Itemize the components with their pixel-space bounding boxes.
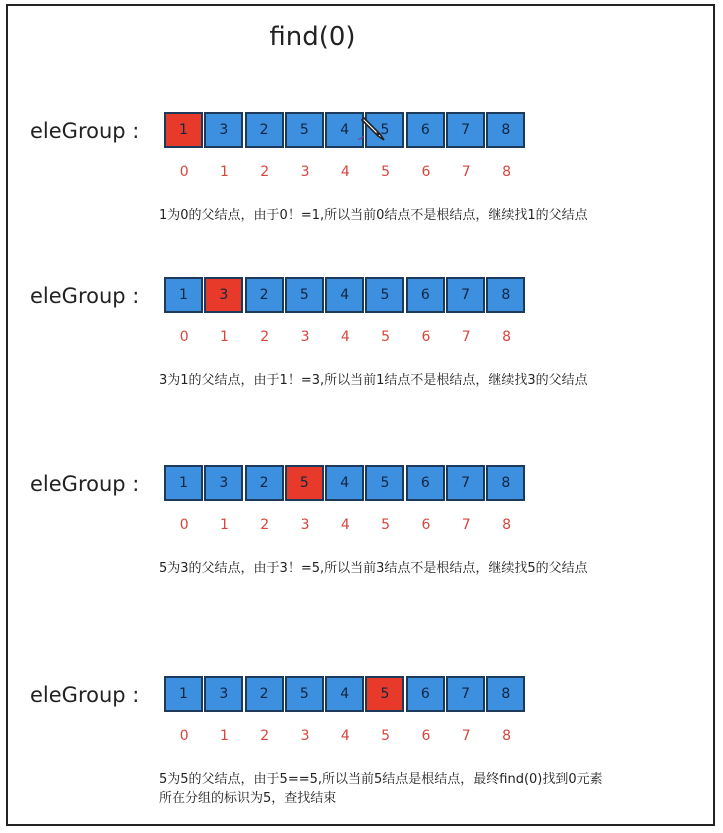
diagram-title: find(0) [269,22,356,52]
index-label: 0 [179,517,189,533]
step-explanation: 5为3的父结点，由于3！=5,所以当前3结点不是根结点，继续找5的父结点 [159,561,588,576]
array-label: eleGroup : [30,683,140,707]
array-cell: 3 [204,112,243,148]
array-cell: 5 [285,277,324,313]
index-label: 3 [300,517,310,533]
array-cell: 1 [164,676,203,712]
array-label: eleGroup : [30,284,140,308]
array-cell: 7 [446,676,485,712]
index-label: 7 [461,728,471,744]
array-cell: 5 [285,676,324,712]
step-explanation: 5为5的父结点，由于5==5,所以当前5结点是根结点，最终find(0)找到0元素 所在分组的标识为5，查找结束 [159,772,603,806]
index-label: 2 [260,164,270,180]
index-label: 3 [300,164,310,180]
index-label: 8 [502,728,511,744]
array-cell: 5 [285,112,324,148]
array-label: eleGroup : [30,472,140,496]
array-cell: 8 [486,465,525,501]
index-label: 7 [461,517,471,533]
index-label: 4 [340,329,350,345]
array-cell: 1 [164,465,203,501]
array-cells [164,465,527,501]
array-cell: 2 [245,112,284,148]
array-cell: 8 [486,676,525,712]
index-label: 5 [381,329,391,345]
pencil-cursor-icon [358,114,388,144]
step-explanation: 1为0的父结点，由于0！=1,所以当前0结点不是根结点，继续找1的父结点 [159,208,588,223]
array-cell: 4 [325,112,364,148]
array-cell: 7 [446,277,485,313]
array-cells [164,676,527,712]
index-label: 6 [421,164,431,180]
diagram-frame [6,4,715,826]
index-label: 2 [260,329,270,345]
index-label: 8 [502,329,511,345]
array-cell: 4 [325,277,364,313]
index-label: 4 [340,164,350,180]
index-row [164,728,527,744]
array-cell: 2 [245,277,284,313]
index-label: 6 [421,728,431,744]
index-label: 5 [381,164,391,180]
index-row [164,329,527,345]
index-label: 6 [421,517,431,533]
array-cell: 2 [245,676,284,712]
array-cell: 6 [406,277,445,313]
index-label: 3 [300,329,310,345]
array-cell: 7 [446,465,485,501]
array-cell: 3 [204,465,243,501]
array-cell: 7 [446,112,485,148]
array-cell: 8 [486,277,525,313]
index-label: 1 [219,728,229,744]
index-label: 0 [179,329,189,345]
array-cell: 6 [406,676,445,712]
index-label: 1 [219,329,229,345]
index-row [164,164,527,180]
index-label: 6 [421,329,431,345]
index-label: 7 [461,164,471,180]
index-label: 4 [340,517,350,533]
index-row [164,517,527,533]
array-cell: 3 [204,676,243,712]
array-cell: 5 [365,277,404,313]
array-label: eleGroup : [30,119,140,143]
index-label: 4 [340,728,350,744]
array-cell: 5 [365,465,404,501]
array-cell: 4 [325,676,364,712]
highlighted-array-cell: 5 [285,465,324,501]
array-cells [164,112,527,148]
index-label: 1 [219,164,229,180]
index-label: 3 [300,728,310,744]
array-cell: 4 [325,465,364,501]
highlighted-array-cell: 3 [204,277,243,313]
index-label: 1 [219,517,229,533]
highlighted-array-cell: 1 [164,112,203,148]
array-cell: 1 [164,277,203,313]
index-label: 0 [179,164,189,180]
array-cell: 6 [406,112,445,148]
array-cell: 6 [406,465,445,501]
array-cell: 2 [245,465,284,501]
index-label: 2 [260,728,270,744]
index-label: 2 [260,517,270,533]
array-cell: 8 [486,112,525,148]
step-explanation: 3为1的父结点，由于1！=3,所以当前1结点不是根结点，继续找3的父结点 [159,373,588,388]
index-label: 8 [502,517,511,533]
index-label: 5 [381,728,391,744]
highlighted-array-cell: 5 [365,676,404,712]
index-label: 8 [502,164,511,180]
index-label: 5 [381,517,391,533]
index-label: 7 [461,329,471,345]
index-label: 0 [179,728,189,744]
array-cells [164,277,527,313]
array-cell: 5 [365,112,404,148]
